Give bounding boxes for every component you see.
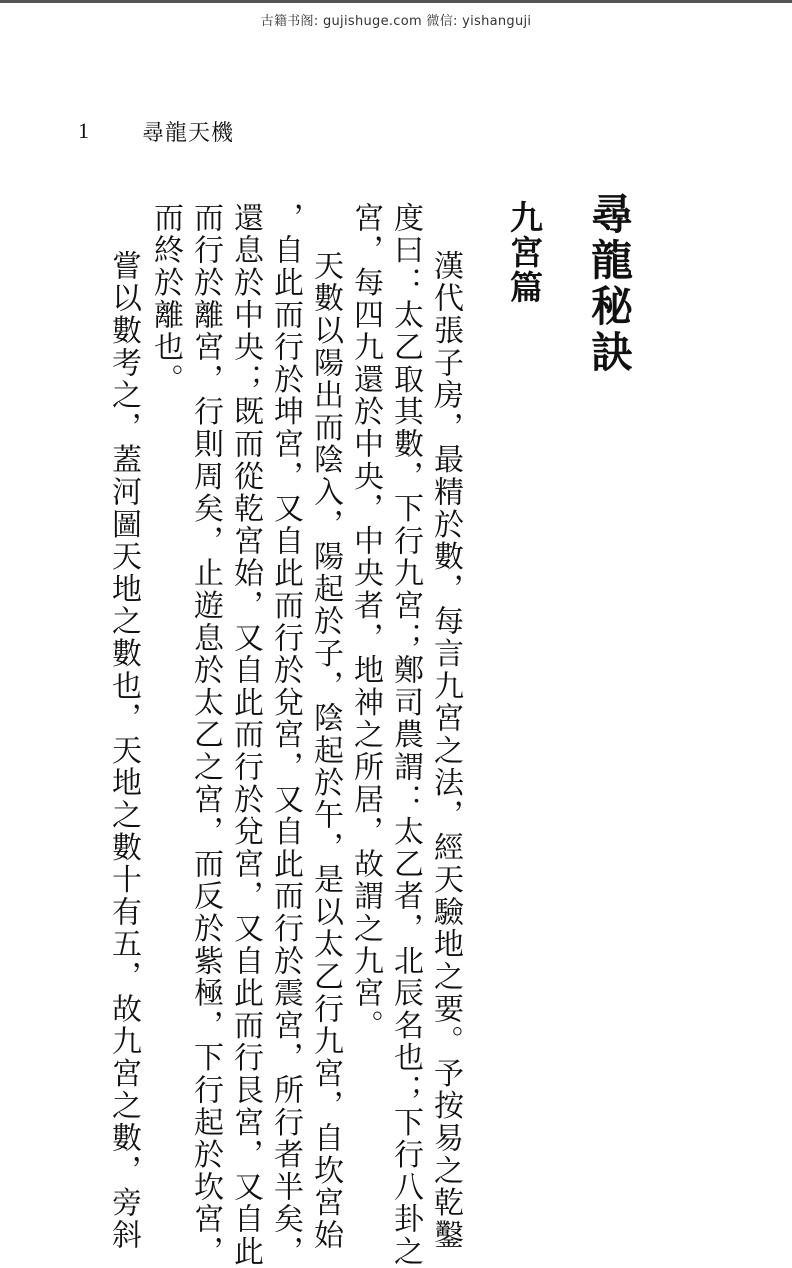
page-number: 1 — [78, 118, 89, 143]
text-column: ，自此而行於坤宮，又自此而行於兌宮，又自此而行於震宮，所行者半矣， — [268, 202, 303, 1268]
text-column: 而終於離也。 — [148, 202, 183, 396]
chapter-title: 尋龍秘訣 — [585, 192, 634, 376]
top-border — [0, 0, 792, 3]
text-column: 度曰：太乙取其數，下行九宮；鄭司農謂：太乙者，北辰名也；下行八卦之 — [388, 202, 423, 1268]
text-column: 還息於中央；既而從乾宮始，又自此而行於兌宮，又自此而行艮宮，又自此 — [228, 202, 263, 1268]
text-column: 宮，每四九還於中央，中央者，地神之所居，故謂之九宮。 — [348, 202, 383, 1042]
text-column: 而行於離宮，行則周矣，止遊息於太乙之宮，而反於紫極，下行起於坎宮， — [188, 202, 223, 1268]
text-column: 嘗以數考之，蓋河圖天地之數也，天地之數十有五，故九宮之數，旁斜 — [106, 250, 141, 1252]
text-column: 天數以陽出而陰入，陽起於子，陰起於午，是以太乙行九宮，自坎宮始 — [308, 250, 343, 1252]
running-head: 尋龍天機 — [142, 121, 235, 146]
source-watermark: 古籍书阁: gujishuge.com 微信: yishanguji — [260, 14, 532, 29]
section-title: 九宮篇 — [505, 200, 544, 305]
text-column: 漢代張子房，最精於數，每言九宮之法，經天驗地之要。予按易之乾鑿 — [428, 250, 463, 1252]
